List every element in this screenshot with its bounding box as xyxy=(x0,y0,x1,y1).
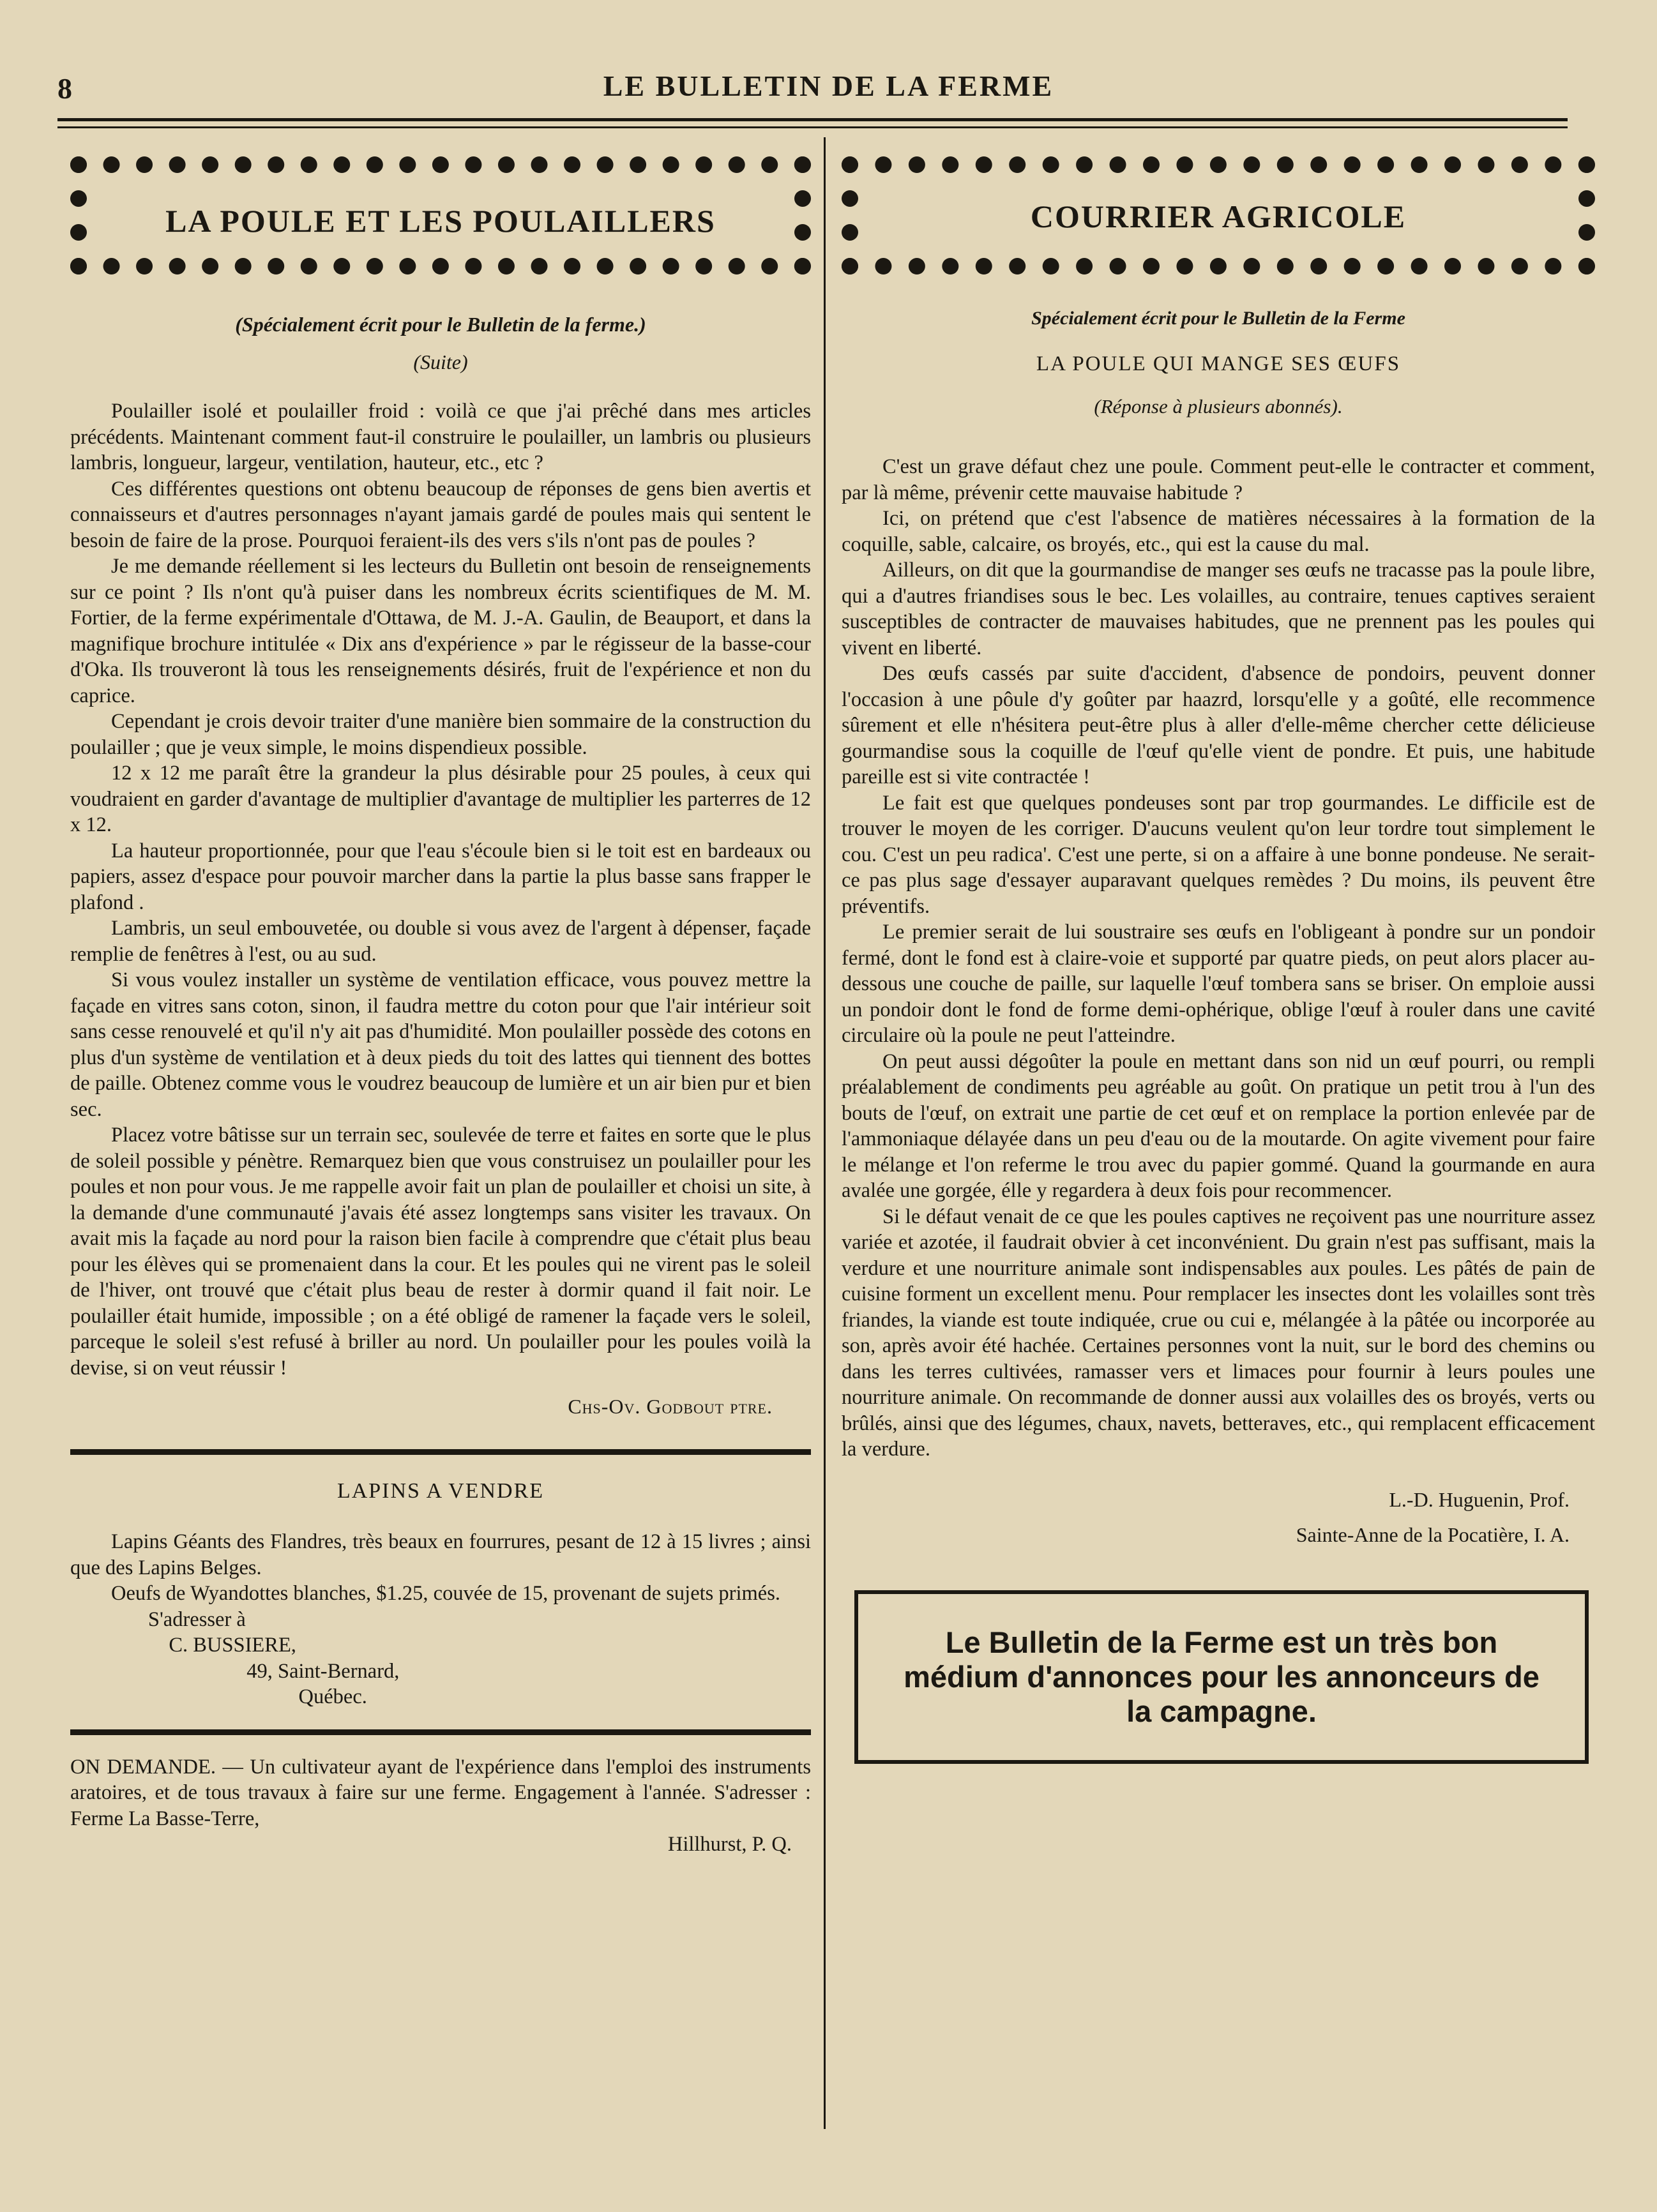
demande-ad xyxy=(70,1754,811,1858)
paragraph: Cependant je crois devoir traiter d'une manière bien sommaire de la construction du poulailler ; que je veux simple, le moins dispendieux possible. xyxy=(70,710,811,759)
demande-location: Hillhurst, P. Q. xyxy=(667,1833,792,1856)
article-reponse: (Réponse à plusieurs abonnés). xyxy=(1094,395,1343,418)
address-line: C. BUSSIERE, xyxy=(70,1634,296,1657)
paragraph: Le premier serait de lui soustraire ses œufs en l'obligeant à pondre sur un pondoir fermé, dont le fond est à claire-voie et supporté par quatre pieds, on peut alors placer au-dessous une couche de paille, sur laquelle l'œuf tombera sans se briser. On emploie aussi un pondoir dont le fond de forme demi-ophérique, oblige l'œuf à rouler dans une cavité circulaire où la poule ne peut l'atteindre. xyxy=(842,921,1595,1047)
paragraph: Ces différentes questions ont obtenu beaucoup de réponses de gens bien avertis et connaisseurs et d'autres personnages n'ayant jamais gardé de poules mais qui sentent le besoin de faire de la prose. Pourquoi feraient-ils des vers s'ils n'ont pas de poules ? xyxy=(70,477,811,552)
paragraph: Si vous voulez installer un système de ventilation efficace, vous pouvez mettre la façade en vitres sans coton, sinon, il faudra mettre du coton pour que l'air intérieur soit sans cesse renouvelé et qu'il n'y ait pas d'humidité. Mon poulailler possède des cotons en plus d'un système de ventilation et à deux pieds du toit des lattes qui tiennent des bottes de paille. Obtenez comme vous le voudrez beaucoup de lumière et un air bien pur et bien sec. xyxy=(70,968,811,1121)
article-place: Sainte-Anne de la Pocatière, I. A. xyxy=(1296,1523,1570,1546)
article-signature: L.-D. Huguenin, Prof. xyxy=(1389,1487,1570,1511)
promo-text: Le Bulletin de la Ferme est un très bon médium d'annonces pour les annonceurs de la campagne. xyxy=(904,1625,1540,1728)
paragraph: Si le défaut venait de ce que les poules captives ne reçoivent pas une nourriture assez variée et azotée, il faudrait obvier à cet inconvénient. Du grain n'est pas suffisant, mais la verdure et une nourriture animale sont indispensables aux poules. Les pâtés de pain de cuisine forment un excellent menu. Pour remplacer les insectes dont les volailles sont très friandes, la viande est toute indiquée, crue ou cui e, mélangée à la pâtée ou incorporée au son, après avoir été hachée. Certaines personnes vont la nuit, sur le bord des chemins ou dans les terres cultivées, ramasser vers et limaces pour fournir à leurs poules une nourriture animale. On recommande de donner aussi aux volailles des os broyés, verts ou brûlés, ainsi que des légumes, chaux, navets, betteraves, etc., qui remplacent efficacement la verdure. xyxy=(842,1205,1595,1461)
paragraph: Ici, on prétend que c'est l'absence de matières nécessaires à la formation de la coquille, sable, calcaire, os broyés, etc., qui est la cause du mal. xyxy=(842,507,1595,556)
article-subhead: LA POULE QUI MANGE SES ŒUFS xyxy=(1036,352,1401,375)
left-title-box xyxy=(70,156,811,275)
paragraph: C'est un grave défaut chez une poule. Comment peut-elle le contracter et comment, par là même, prévenir cette mauvaise habitude ? xyxy=(842,455,1595,504)
article-body xyxy=(70,398,811,1381)
ad-heading: LAPINS A VENDRE xyxy=(337,1479,545,1503)
left-column xyxy=(70,156,811,1858)
right-column xyxy=(842,156,1595,1764)
article-signature: Chs-Ov. Godbout ptre. xyxy=(568,1395,773,1418)
address-line: 49, Saint-Bernard, xyxy=(70,1659,400,1683)
column-divider xyxy=(824,137,826,2129)
paragraph: Ailleurs, on dit que la gourmandise de manger ses œufs ne tracasse pas la poule libre, qui a d'autres friandises sous le bec. Les volailles, au contraire, tenues captives seraient susceptibles de contracter de mauvaises habitudes, que ne prennent pas les poules qui vivent en liberté. xyxy=(842,559,1595,659)
demande-text: ON DEMANDE. — Un cultivateur ayant de l'expérience dans l'emploi des instruments aratoires, et de tous travaux à faire sur une ferme. Engagement à l'année. S'adresser : Ferme La Basse-Terre, xyxy=(70,1755,811,1830)
paragraph: 12 x 12 me paraît être la grandeur la plus désirable pour 25 poules, à ceux qui voudraient en garder d'avantage de multiplier d'avantage de multiplier les parterres de 12 x 12. xyxy=(70,762,811,836)
article-byline: Spécialement écrit pour le Bulletin de la Ferme xyxy=(1031,308,1405,329)
running-title: LE BULLETIN DE LA FERME xyxy=(603,70,1054,102)
paragraph: Des œufs cassés par suite d'accident, d'absence de pondoirs, peuvent donner l'occasion à une pôule d'y goûter par haazrd, lorsqu'elle y a goûté, elle recommence sûrement et elle n'hésitera peut-être plus à aller d'elle-même chercher cette délicieuse gourmandise sous la coquille de l'œuf qu'elle vient de pondre. Et puis, une habitude pareille est si vite contractée ! xyxy=(842,662,1595,788)
paragraph: Je me demande réellement si les lecteurs du Bulletin ont besoin de renseignements sur ce point ? Ils n'ont qu'à puiser dans les nombreux écrits scientifiques de M. M. Fortier, de la ferme expérimentale d'Ottawa, de M. J.-A. Gaulin, de Beauport, et dans la magnifique brochure intitulée « Dix ans d'expérience » par le régisseur de la basse-cour d'Oka. Ils trouveront là tous les renseignements désirés, fruit de l'expérience et non du caprice. xyxy=(70,555,811,707)
ad-address xyxy=(70,1607,811,1710)
article-title: LA POULE ET LES POULAILLERS xyxy=(165,203,716,239)
paragraph: La hauteur proportionnée, pour que l'eau s'écoule bien si le toit est en bardeaux ou papiers, assez d'espace pour pouvoir marcher dans la partie la plus basse sans frapper le plafond . xyxy=(70,839,811,914)
ad-paragraph: Oeufs de Wyandottes blanches, $1.25, couvée de 15, provenant de sujets primés. xyxy=(111,1582,780,1605)
paragraph: On peut aussi dégoûter la poule en mettant dans son nid un œuf pourri, ou rempli préalablement de condiments peu agréable au goût. On pratique un petit trou à l'un des bouts de l'œuf, on extrait une partie de cet œuf et on remplace la portion enlevée par de l'ammoniaque délayée dans un peu d'eau ou de la moutarde. On agite vivement pour faire le mélange et l'on referme le trou avec du papier gommé. Quand la gourmande en aura avalée une gorgée, élle y regardera à deux fois pour recommencer. xyxy=(842,1050,1595,1202)
paragraph: Lambris, un seul embouvetée, ou double si vous avez de l'argent à dépenser, façade remplie de fenêtres à l'est, ou au sud. xyxy=(70,917,811,966)
article-byline: (Spécialement écrit pour le Bulletin de la ferme.) xyxy=(235,313,646,336)
ad-paragraph: Lapins Géants des Flandres, très beaux en fourrures, pesant de 12 à 15 livres ; ainsi que des Lapins Belges. xyxy=(70,1530,811,1579)
article-title: COURRIER AGRICOLE xyxy=(1030,199,1407,234)
article-suite: (Suite) xyxy=(413,350,468,373)
paragraph: Placez votre bâtisse sur un terrain sec, soulevée de terre et faites en sorte que le plus de soleil possible y pénètre. Remarquez bien que vous construisez un poulailler pour les poules et non pour vous. Je me rappelle avoir fait un plan de poulailler et choisi un site, à la demande d'une communauté j'avais été assez longtemps sans visiter les travaux. On avait mis la façade au nord pour la raison bien facile à comprendre que c'était plus beau pour les élèves qui se promenaient dans la cour. Et les poules qui ne virent pas le soleil de l'hiver, ont trouvé que c'était plus beau de rester à dormir quand il fait noir. Le poulailler était humide, impossible ; on a été obligé de ramener la façade vers le soleil, parceque le soleil s'est refusé à briller au nord. Un poulailler pour les poules voilà la devise, si on veut réussir ! xyxy=(70,1124,811,1380)
section-rule xyxy=(70,1729,811,1735)
page-number: 8 xyxy=(57,72,72,105)
paragraph: Le fait est que quelques pondeuses sont par trop gourmandes. Le difficile est de trouver le moyen de les corriger. D'aucuns veulent qu'on leur tordre tout simplement le cou. C'est un peu radica'. C'est une perte, si on a affaire à une bonne pondeuse. Ne serait-ce pas plus sage d'essayer auparavant quelques remèdes ? Du moins, ils peuvent être préventifs. xyxy=(842,791,1595,918)
address-line: S'adresser à xyxy=(70,1607,246,1631)
address-line: Québec. xyxy=(70,1685,367,1708)
section-rule xyxy=(70,1449,811,1455)
header-rule xyxy=(57,118,1568,121)
right-title-box xyxy=(842,156,1595,275)
header-rule-thin xyxy=(57,126,1568,128)
article-body xyxy=(842,454,1595,1463)
promo-box xyxy=(854,1590,1589,1764)
paragraph: Poulailler isolé et poulailler froid : voilà ce que j'ai prêché dans mes articles précédents. Maintenant comment faut-il construire le poulailler, un lambris ou plusieurs lambris, longueur, largeur, ventilation, hauteur, etc., etc ? xyxy=(70,400,811,474)
